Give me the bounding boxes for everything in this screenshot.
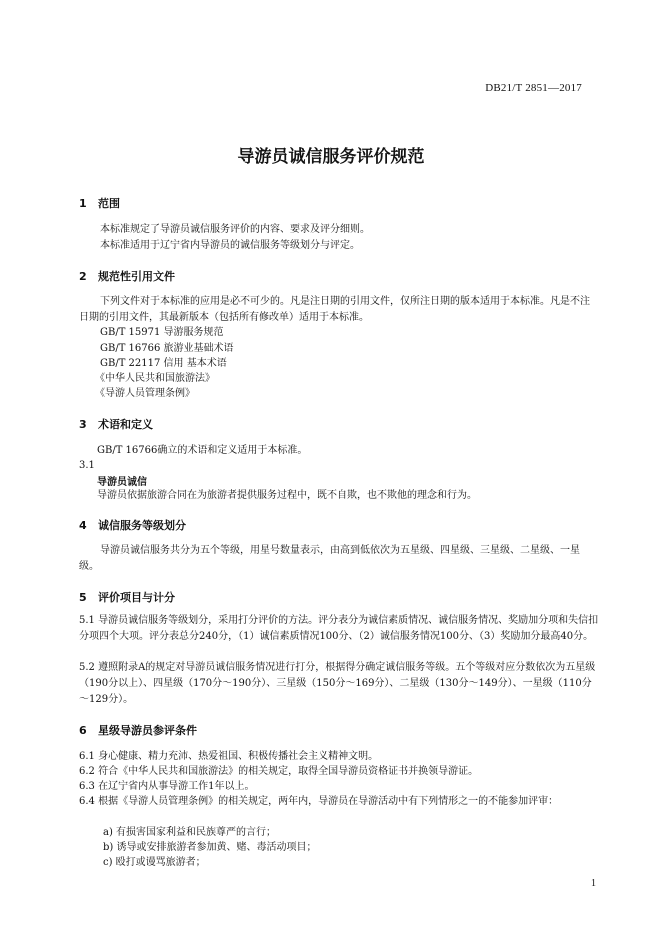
clause-6-2: 6.2 符合《中华人民共和国旅游法》的相关规定，取得全国导游员资格证书并换领导游证。 [79, 766, 479, 777]
document-title: 导游员诚信服务评价规范 [237, 147, 425, 167]
section-title: 评价项目与计分 [98, 591, 175, 604]
section-title: 规范性引用文件 [98, 270, 175, 283]
section-1-paragraph-1: 本标准规定了导游员诚信服务评价的内容、要求及评分细则。 [100, 224, 370, 235]
term-definition: 导游员依据旅游合同在为旅游者提供服务过程中，既不自欺，也不欺他的理念和行为。 [97, 490, 477, 501]
clause-5-1: 5.1 导游员诚信服务等级划分，采用打分评价的方法。评分表分为诚信素质情况、诚信服务情况、奖励加分项和失信扣分项四个大项。评分表总分240分，（1）诚信素质情况100分、（2）诚信服务情况100分、（3）奖励加分最高40分。 [79, 615, 599, 642]
section-title: 范围 [98, 197, 120, 210]
list-item: c) 殴打或谩骂旅游者； [103, 857, 206, 868]
section-6-heading [79, 722, 197, 738]
section-number: 2 [79, 270, 87, 283]
reference-item: GB/T 15971 导游服务规范 [100, 327, 224, 338]
section-2-heading [79, 268, 175, 284]
reference-item: GB/T 22117 信用 基本术语 [100, 358, 227, 369]
page-number: 1 [591, 878, 596, 889]
standard-code: DB21/T 2851—2017 [485, 82, 582, 94]
section-title: 星级导游员参评条件 [98, 724, 197, 737]
reference-item: 《导游人员管理条例》 [95, 388, 195, 399]
section-number: 4 [79, 519, 87, 532]
section-4-heading [79, 517, 186, 533]
section-1-heading [79, 195, 120, 211]
reference-item: GB/T 16766 旅游业基础术语 [100, 343, 234, 354]
section-5-heading [79, 589, 175, 605]
section-2-paragraph [79, 294, 599, 326]
paragraph-text: 下列文件对于本标准的应用是必不可少的。凡是注日期的引用文件，仅所注日期的版本适用于本标准。凡是不注日期的引用文件，其最新版本（包括所有修改单）适用于本标准。 [79, 296, 590, 323]
section-1-paragraph-2: 本标准适用于辽宁省内导游员的诚信服务等级划分与评定。 [100, 240, 360, 251]
clause-6-3: 6.3 在辽宁省内从事导游工作1年以上。 [79, 781, 255, 792]
reference-item: 《中华人民共和国旅游法》 [95, 373, 215, 384]
section-title: 术语和定义 [98, 418, 153, 431]
section-4-paragraph [79, 543, 599, 575]
clause-5-2: 5.2 遵照附录A的规定对导游员诚信服务情况进行打分，根据得分确定诚信服务等级。五个等级对应分数依次为五星级（190分以上）、四星级（170分～190分）、三星级（150分～169分）、二星级（130分～149分）、一星级（110分～129分）。 [79, 662, 596, 705]
list-item: a) 有损害国家利益和民族尊严的言行； [103, 827, 277, 838]
section-number: 3 [79, 418, 87, 431]
paragraph-text: 导游员诚信服务共分为五个等级，用星号数量表示，由高到低依次为五星级、四星级、三星级、二星级、一星级。 [79, 545, 580, 572]
list-item: b) 诱导或安排旅游者参加黄、赌、毒活动项目； [103, 842, 317, 853]
section-number: 1 [79, 197, 87, 210]
term-name: 导游员诚信 [97, 477, 147, 488]
section-3-paragraph: GB/T 16766确立的术语和定义适用于本标准。 [97, 445, 308, 456]
clause-6-1: 6.1 身心健康、精力充沛、热爱祖国、积极传播社会主义精神文明。 [79, 751, 379, 762]
section-number: 6 [79, 724, 87, 737]
section-title: 诚信服务等级划分 [98, 519, 186, 532]
subsection-number: 3.1 [79, 460, 95, 471]
clause-6-4: 6.4 根据《导游人员管理条例》的相关规定，两年内，导游员在导游活动中有下列情形之一的不能参加评审： [79, 796, 559, 807]
section-number: 5 [79, 591, 87, 604]
section-3-heading [79, 416, 153, 432]
